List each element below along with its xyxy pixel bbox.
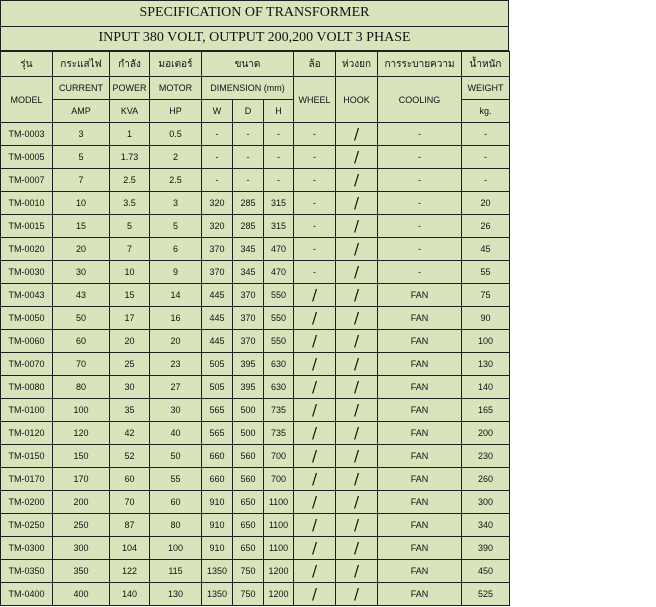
width-cell: 565: [202, 399, 233, 422]
depth-cell: 370: [233, 284, 264, 307]
motor-cell: 40: [150, 422, 202, 445]
height-cell: 630: [264, 353, 294, 376]
depth-cell: 650: [233, 514, 264, 537]
current-cell: 50: [53, 307, 110, 330]
height-cell: 550: [264, 330, 294, 353]
weight-header-th: น้ำหนัก: [462, 52, 510, 77]
cooling-cell: FAN: [378, 422, 462, 445]
hook-cell: /: [336, 491, 378, 514]
wheel-cell: /: [294, 560, 336, 583]
table-row: [1, 330, 510, 353]
cooling-cell: FAN: [378, 514, 462, 537]
hook-cell: /: [336, 537, 378, 560]
table-row: [1, 261, 510, 284]
weight-cell: 55: [462, 261, 510, 284]
current-cell: 150: [53, 445, 110, 468]
motor-cell: 27: [150, 376, 202, 399]
model-cell: TM-0070: [1, 353, 53, 376]
current-cell: 5: [53, 146, 110, 169]
hook-cell: /: [336, 422, 378, 445]
current-cell: 80: [53, 376, 110, 399]
model-cell: TM-0120: [1, 422, 53, 445]
motor-cell: 55: [150, 468, 202, 491]
cooling-cell: FAN: [378, 583, 462, 606]
table-row: [1, 284, 510, 307]
width-cell: 660: [202, 445, 233, 468]
current-cell: 400: [53, 583, 110, 606]
current-cell: 300: [53, 537, 110, 560]
cooling-cell: FAN: [378, 491, 462, 514]
depth-cell: 370: [233, 307, 264, 330]
width-cell: 910: [202, 491, 233, 514]
page-title: SPECIFICATION OF TRANSFORMER: [139, 5, 370, 20]
motor-cell: 80: [150, 514, 202, 537]
cooling-cell: FAN: [378, 307, 462, 330]
height-cell: 315: [264, 192, 294, 215]
width-cell: 445: [202, 330, 233, 353]
current-cell: 15: [53, 215, 110, 238]
power-cell: 7: [110, 238, 150, 261]
header-row-english: [1, 77, 510, 100]
hook-cell: /: [336, 353, 378, 376]
current-cell: 170: [53, 468, 110, 491]
wheel-cell: /: [294, 307, 336, 330]
power-cell: 15: [110, 284, 150, 307]
width-cell: 505: [202, 353, 233, 376]
depth-cell: -: [233, 123, 264, 146]
wheel-header-en: WHEEL: [294, 77, 336, 123]
motor-cell: 100: [150, 537, 202, 560]
model-cell: TM-0050: [1, 307, 53, 330]
motor-cell: 20: [150, 330, 202, 353]
height-cell: 470: [264, 238, 294, 261]
weight-cell: 340: [462, 514, 510, 537]
model-header-th: รุ่น: [1, 52, 53, 77]
dimension-d-header: D: [233, 100, 264, 123]
current-header-en: CURRENT: [53, 77, 110, 100]
model-cell: TM-0080: [1, 376, 53, 399]
depth-cell: 750: [233, 583, 264, 606]
depth-cell: 500: [233, 399, 264, 422]
wheel-cell: -: [294, 261, 336, 284]
power-cell: 10: [110, 261, 150, 284]
table-row: [1, 491, 510, 514]
current-cell: 120: [53, 422, 110, 445]
model-cell: TM-0007: [1, 169, 53, 192]
depth-cell: 500: [233, 422, 264, 445]
width-cell: 660: [202, 468, 233, 491]
model-cell: TM-0150: [1, 445, 53, 468]
model-cell: TM-0300: [1, 537, 53, 560]
width-cell: 910: [202, 537, 233, 560]
motor-cell: 9: [150, 261, 202, 284]
hook-cell: /: [336, 215, 378, 238]
wheel-cell: /: [294, 445, 336, 468]
table-row: [1, 514, 510, 537]
power-cell: 122: [110, 560, 150, 583]
current-cell: 43: [53, 284, 110, 307]
model-cell: TM-0250: [1, 514, 53, 537]
weight-cell: 165: [462, 399, 510, 422]
power-cell: 104: [110, 537, 150, 560]
motor-cell: 6: [150, 238, 202, 261]
model-cell: TM-0400: [1, 583, 53, 606]
depth-cell: 345: [233, 261, 264, 284]
hook-cell: /: [336, 376, 378, 399]
hook-cell: /: [336, 583, 378, 606]
weight-unit: kg.: [462, 100, 510, 123]
power-header-th: กำลัง: [110, 52, 150, 77]
width-cell: 320: [202, 192, 233, 215]
hook-cell: /: [336, 514, 378, 537]
cooling-cell: FAN: [378, 560, 462, 583]
current-unit: AMP: [53, 100, 110, 123]
model-cell: TM-0043: [1, 284, 53, 307]
power-header-en: POWER: [110, 77, 150, 100]
cooling-cell: -: [378, 169, 462, 192]
current-cell: 100: [53, 399, 110, 422]
table-row: [1, 353, 510, 376]
table-row: [1, 422, 510, 445]
hook-cell: /: [336, 192, 378, 215]
depth-cell: -: [233, 169, 264, 192]
current-cell: 10: [53, 192, 110, 215]
depth-cell: 560: [233, 468, 264, 491]
cooling-cell: -: [378, 192, 462, 215]
motor-cell: 30: [150, 399, 202, 422]
dimension-header-th: ขนาด: [202, 52, 294, 77]
power-cell: 25: [110, 353, 150, 376]
hook-cell: /: [336, 169, 378, 192]
cooling-cell: FAN: [378, 537, 462, 560]
height-cell: 630: [264, 376, 294, 399]
motor-cell: 115: [150, 560, 202, 583]
width-cell: 565: [202, 422, 233, 445]
wheel-cell: -: [294, 123, 336, 146]
wheel-cell: /: [294, 514, 336, 537]
motor-cell: 50: [150, 445, 202, 468]
cooling-header-th: การระบายความ: [378, 52, 462, 77]
power-cell: 60: [110, 468, 150, 491]
current-cell: 3: [53, 123, 110, 146]
table-row: [1, 192, 510, 215]
hook-cell: /: [336, 123, 378, 146]
width-cell: 370: [202, 238, 233, 261]
table-row: [1, 537, 510, 560]
spec-table: [0, 51, 510, 606]
hook-cell: /: [336, 399, 378, 422]
model-cell: TM-0100: [1, 399, 53, 422]
table-row: [1, 123, 510, 146]
height-cell: 735: [264, 399, 294, 422]
power-cell: 35: [110, 399, 150, 422]
hook-header-en: HOOK: [336, 77, 378, 123]
table-row: [1, 445, 510, 468]
hook-cell: /: [336, 445, 378, 468]
hook-cell: /: [336, 261, 378, 284]
weight-cell: 130: [462, 353, 510, 376]
motor-header-en: MOTOR: [150, 77, 202, 100]
cooling-cell: FAN: [378, 468, 462, 491]
current-header-th: กระแสไฟ: [53, 52, 110, 77]
current-cell: 200: [53, 491, 110, 514]
wheel-cell: -: [294, 146, 336, 169]
depth-cell: -: [233, 146, 264, 169]
cooling-header-en: COOLING: [378, 77, 462, 123]
wheel-cell: /: [294, 491, 336, 514]
cooling-cell: -: [378, 215, 462, 238]
current-cell: 70: [53, 353, 110, 376]
depth-cell: 650: [233, 491, 264, 514]
weight-cell: 26: [462, 215, 510, 238]
hook-cell: /: [336, 284, 378, 307]
width-cell: 445: [202, 307, 233, 330]
model-cell: TM-0060: [1, 330, 53, 353]
height-cell: 735: [264, 422, 294, 445]
cooling-cell: FAN: [378, 353, 462, 376]
cooling-cell: FAN: [378, 399, 462, 422]
current-cell: 350: [53, 560, 110, 583]
page-subtitle: INPUT 380 VOLT, OUTPUT 200,200 VOLT 3 PHASE: [98, 30, 411, 45]
power-cell: 42: [110, 422, 150, 445]
power-cell: 87: [110, 514, 150, 537]
wheel-cell: /: [294, 399, 336, 422]
model-cell: TM-0010: [1, 192, 53, 215]
power-cell: 52: [110, 445, 150, 468]
power-cell: 70: [110, 491, 150, 514]
height-cell: 1200: [264, 560, 294, 583]
width-cell: 1350: [202, 560, 233, 583]
width-cell: 370: [202, 261, 233, 284]
motor-cell: 23: [150, 353, 202, 376]
model-cell: TM-0170: [1, 468, 53, 491]
wheel-cell: /: [294, 468, 336, 491]
current-cell: 60: [53, 330, 110, 353]
hook-cell: /: [336, 238, 378, 261]
power-cell: 1: [110, 123, 150, 146]
weight-cell: 45: [462, 238, 510, 261]
height-cell: 700: [264, 445, 294, 468]
motor-header-th: มอเตอร์: [150, 52, 202, 77]
weight-cell: 525: [462, 583, 510, 606]
header-row-thai: [1, 52, 510, 77]
table-row: [1, 399, 510, 422]
wheel-cell: /: [294, 330, 336, 353]
depth-cell: 345: [233, 238, 264, 261]
power-cell: 30: [110, 376, 150, 399]
wheel-cell: /: [294, 284, 336, 307]
motor-cell: 130: [150, 583, 202, 606]
wheel-cell: /: [294, 422, 336, 445]
motor-cell: 60: [150, 491, 202, 514]
model-cell: TM-0005: [1, 146, 53, 169]
model-cell: TM-0350: [1, 560, 53, 583]
power-cell: 140: [110, 583, 150, 606]
depth-cell: 395: [233, 353, 264, 376]
model-cell: TM-0020: [1, 238, 53, 261]
width-cell: 320: [202, 215, 233, 238]
cooling-cell: FAN: [378, 376, 462, 399]
height-cell: 1200: [264, 583, 294, 606]
height-cell: 1100: [264, 537, 294, 560]
weight-cell: 260: [462, 468, 510, 491]
wheel-cell: -: [294, 192, 336, 215]
motor-cell: 3: [150, 192, 202, 215]
weight-cell: 300: [462, 491, 510, 514]
table-row: [1, 215, 510, 238]
cooling-cell: FAN: [378, 330, 462, 353]
power-cell: 17: [110, 307, 150, 330]
table-row: [1, 238, 510, 261]
table-row: [1, 468, 510, 491]
height-cell: 1100: [264, 514, 294, 537]
width-cell: 1350: [202, 583, 233, 606]
weight-cell: 75: [462, 284, 510, 307]
table-row: [1, 376, 510, 399]
hook-header-th: ห่วงยก: [336, 52, 378, 77]
model-header-en: MODEL: [1, 77, 53, 123]
model-cell: TM-0200: [1, 491, 53, 514]
dimension-h-header: H: [264, 100, 294, 123]
width-cell: -: [202, 146, 233, 169]
width-cell: 910: [202, 514, 233, 537]
height-cell: 1100: [264, 491, 294, 514]
table-row: [1, 307, 510, 330]
depth-cell: 395: [233, 376, 264, 399]
cooling-cell: -: [378, 146, 462, 169]
current-cell: 250: [53, 514, 110, 537]
weight-cell: 20: [462, 192, 510, 215]
model-cell: TM-0030: [1, 261, 53, 284]
table-row: [1, 169, 510, 192]
depth-cell: 285: [233, 215, 264, 238]
power-cell: 2.5: [110, 169, 150, 192]
motor-cell: 0.5: [150, 123, 202, 146]
width-cell: 445: [202, 284, 233, 307]
cooling-cell: -: [378, 261, 462, 284]
width-cell: -: [202, 169, 233, 192]
weight-cell: 390: [462, 537, 510, 560]
power-cell: 1.73: [110, 146, 150, 169]
cooling-cell: FAN: [378, 284, 462, 307]
depth-cell: 370: [233, 330, 264, 353]
height-cell: 700: [264, 468, 294, 491]
table-row: [1, 560, 510, 583]
height-cell: -: [264, 169, 294, 192]
depth-cell: 285: [233, 192, 264, 215]
current-cell: 7: [53, 169, 110, 192]
weight-cell: 200: [462, 422, 510, 445]
title-divider: [0, 26, 509, 27]
motor-cell: 2: [150, 146, 202, 169]
power-cell: 3.5: [110, 192, 150, 215]
weight-cell: 90: [462, 307, 510, 330]
model-cell: TM-0015: [1, 215, 53, 238]
current-cell: 20: [53, 238, 110, 261]
wheel-cell: /: [294, 583, 336, 606]
wheel-cell: /: [294, 537, 336, 560]
width-cell: -: [202, 123, 233, 146]
motor-unit: HP: [150, 100, 202, 123]
hook-cell: /: [336, 560, 378, 583]
hook-cell: /: [336, 330, 378, 353]
motor-cell: 5: [150, 215, 202, 238]
weight-cell: -: [462, 123, 510, 146]
spec-table-body: [1, 52, 510, 606]
motor-cell: 2.5: [150, 169, 202, 192]
hook-cell: /: [336, 146, 378, 169]
wheel-header-th: ล้อ: [294, 52, 336, 77]
height-cell: -: [264, 146, 294, 169]
cooling-cell: FAN: [378, 445, 462, 468]
dimension-header-en: DIMENSION (mm): [202, 77, 294, 100]
hook-cell: /: [336, 468, 378, 491]
depth-cell: 650: [233, 537, 264, 560]
wheel-cell: -: [294, 215, 336, 238]
cooling-cell: -: [378, 238, 462, 261]
width-cell: 505: [202, 376, 233, 399]
depth-cell: 750: [233, 560, 264, 583]
weight-cell: 230: [462, 445, 510, 468]
wheel-cell: /: [294, 353, 336, 376]
table-row: [1, 146, 510, 169]
cooling-cell: -: [378, 123, 462, 146]
power-cell: 20: [110, 330, 150, 353]
weight-cell: 140: [462, 376, 510, 399]
height-cell: -: [264, 123, 294, 146]
hook-cell: /: [336, 307, 378, 330]
weight-header-en: WEIGHT: [462, 77, 510, 100]
depth-cell: 560: [233, 445, 264, 468]
height-cell: 315: [264, 215, 294, 238]
current-cell: 30: [53, 261, 110, 284]
weight-cell: 100: [462, 330, 510, 353]
motor-cell: 16: [150, 307, 202, 330]
wheel-cell: -: [294, 238, 336, 261]
height-cell: 470: [264, 261, 294, 284]
table-row: [1, 583, 510, 606]
weight-cell: -: [462, 146, 510, 169]
height-cell: 550: [264, 284, 294, 307]
weight-cell: 450: [462, 560, 510, 583]
motor-cell: 14: [150, 284, 202, 307]
wheel-cell: -: [294, 169, 336, 192]
weight-cell: -: [462, 169, 510, 192]
wheel-cell: /: [294, 376, 336, 399]
power-unit: KVA: [110, 100, 150, 123]
power-cell: 5: [110, 215, 150, 238]
model-cell: TM-0003: [1, 123, 53, 146]
dimension-w-header: W: [202, 100, 233, 123]
height-cell: 550: [264, 307, 294, 330]
